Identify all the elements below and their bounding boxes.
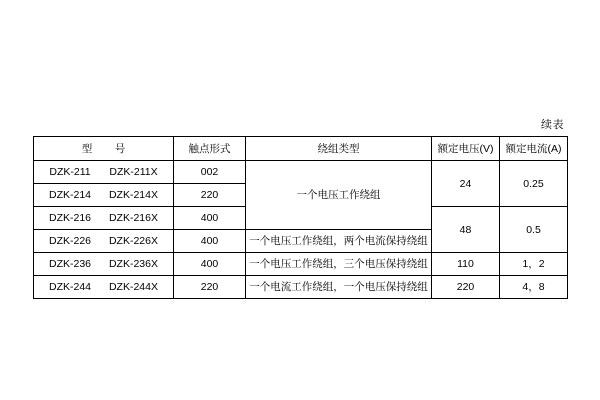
- cell-rated-voltage-24: 24: [432, 161, 500, 207]
- cell-model: [34, 276, 174, 299]
- table-row: [34, 276, 568, 299]
- cell-model: [34, 184, 174, 207]
- cell-model: [34, 161, 174, 184]
- cell-rated-voltage-48: 48: [432, 207, 500, 253]
- cell-contact-form: 002: [174, 161, 246, 184]
- relay-spec-table: [33, 136, 568, 299]
- cell-winding-type: 一个电压工作绕组，三个电压保持绕组: [246, 253, 432, 276]
- cell-model: [34, 253, 174, 276]
- model-code-b: DZK-244X: [108, 281, 158, 293]
- spec-table-container: [33, 136, 567, 299]
- table-row: [34, 253, 568, 276]
- cell-winding-type-merged: 一个电压工作绕组: [246, 161, 432, 230]
- cell-rated-current-4-8: 4，8: [500, 276, 568, 299]
- column-header-rated-voltage: 额定电压(V): [432, 137, 500, 161]
- cell-rated-voltage-220: 220: [432, 276, 500, 299]
- model-code-a: DZK-236: [48, 258, 91, 270]
- model-code-a: DZK-214: [48, 189, 91, 201]
- column-header-contact-form: 触点形式: [174, 137, 246, 161]
- table-row: [34, 161, 568, 184]
- cell-winding-type: 一个电流工作绕组，一个电压保持绕组: [246, 276, 432, 299]
- continued-table-label: 续表: [541, 119, 564, 131]
- cell-contact-form: 400: [174, 253, 246, 276]
- model-code-b: DZK-236X: [108, 258, 158, 270]
- cell-rated-voltage-110: 110: [432, 253, 500, 276]
- model-code-a: DZK-211: [49, 166, 91, 178]
- cell-rated-current-025: 0.25: [500, 161, 568, 207]
- column-header-model: 型 号: [34, 137, 174, 161]
- cell-winding-type: 一个电压工作绕组，两个电流保持绕组: [246, 230, 432, 253]
- model-code-b: DZK-216X: [108, 212, 158, 224]
- cell-contact-form: 220: [174, 276, 246, 299]
- table-header-row: [34, 137, 568, 161]
- model-code-b: DZK-211X: [109, 166, 158, 178]
- cell-rated-current-05: 0.5: [500, 207, 568, 253]
- column-header-winding-type: 绕组类型: [246, 137, 432, 161]
- cell-rated-current-1-2: 1，2: [500, 253, 568, 276]
- cell-contact-form: 400: [174, 207, 246, 230]
- cell-contact-form: 220: [174, 184, 246, 207]
- model-code-b: DZK-214X: [108, 189, 158, 201]
- cell-model: [34, 207, 174, 230]
- cell-model: [34, 230, 174, 253]
- model-code-a: DZK-226: [48, 235, 91, 247]
- model-code-a: DZK-244: [48, 281, 91, 293]
- model-code-b: DZK-226X: [108, 235, 158, 247]
- model-code-a: DZK-216: [48, 212, 91, 224]
- column-header-rated-current: 额定电流(A): [500, 137, 568, 161]
- cell-contact-form: 400: [174, 230, 246, 253]
